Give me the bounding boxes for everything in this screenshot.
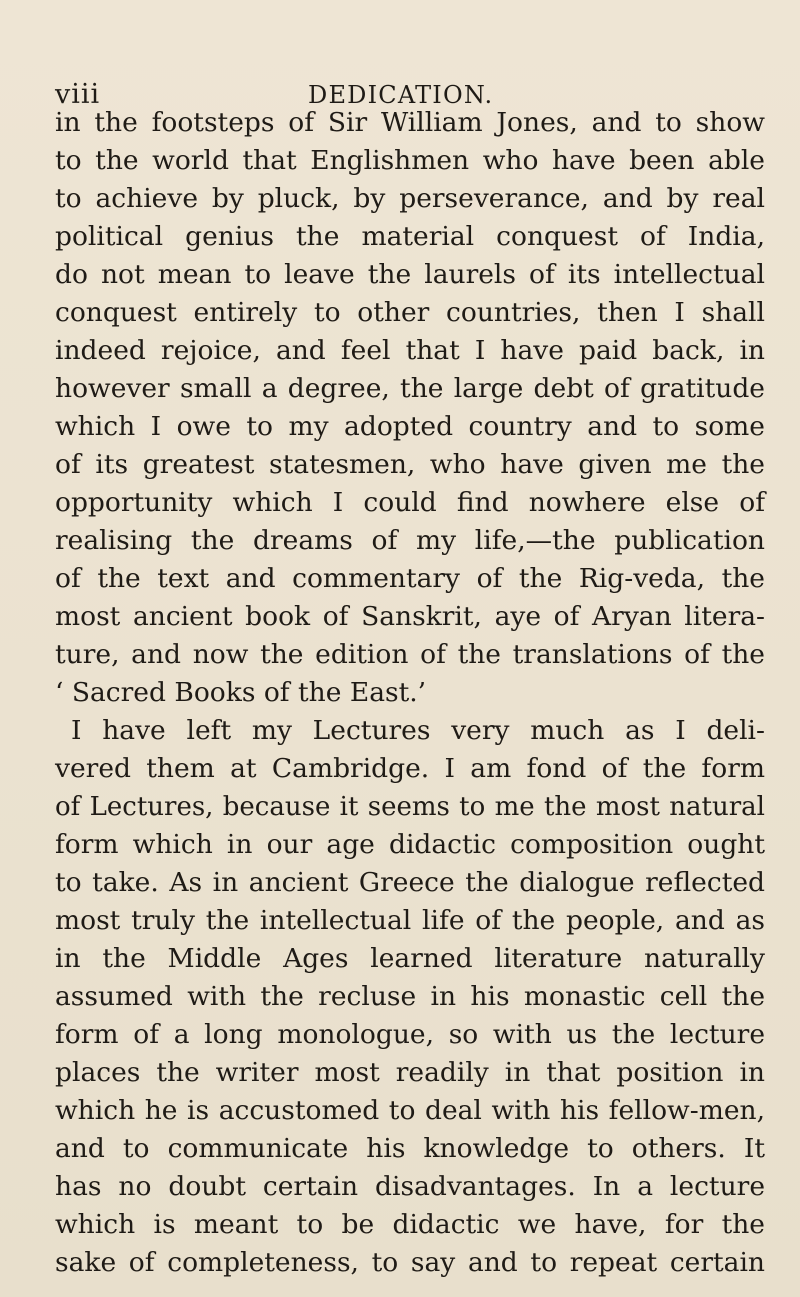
- text-line: which is meant to be didactic we have, for the: [55, 1209, 765, 1240]
- text-line: in the footsteps of Sir William Jones, and to show: [55, 107, 765, 138]
- text-line: and to communicate his knowledge to others. It: [55, 1133, 765, 1164]
- text-line: ture, and now the edition of the translations of the: [55, 639, 765, 670]
- text-line: political genius the material conquest of India,: [55, 221, 765, 252]
- text-line: sake of completeness, to say and to repeat certain: [55, 1247, 765, 1278]
- text-line: assumed with the recluse in his monastic cell the: [55, 981, 765, 1012]
- text-line: has no doubt certain disadvantages. In a lecture: [55, 1171, 765, 1202]
- body-text: [55, 104, 765, 1282]
- text-line: indeed rejoice, and feel that I have paid back, in: [55, 335, 765, 366]
- text-line: form of a long monologue, so with us the lecture: [55, 1019, 765, 1050]
- text-line: which I owe to my adopted country and to some: [55, 411, 765, 442]
- text-line: form which in our age didactic composition ought: [55, 829, 765, 860]
- text-line: conquest entirely to other countries, then I shall: [55, 297, 765, 328]
- text-line: realising the dreams of my life,—the publication: [55, 525, 765, 556]
- text-line: in the Middle Ages learned literature naturally: [55, 943, 765, 974]
- text-line: opportunity which I could find nowhere else of: [55, 487, 765, 518]
- text-line: do not mean to leave the laurels of its intellectual: [55, 259, 765, 290]
- page-title: DEDICATION.: [308, 81, 494, 109]
- page-number: viii: [55, 79, 101, 110]
- text-line: most ancient book of Sanskrit, aye of Aryan litera-: [55, 601, 765, 632]
- text-line: of its greatest statesmen, who have given me the: [55, 449, 765, 480]
- text-line: of the text and commentary of the Rig-veda, the: [55, 563, 765, 594]
- text-line: ‘ Sacred Books of the East.’: [55, 677, 427, 708]
- text-line: I have left my Lectures very much as I deli-: [71, 715, 765, 746]
- text-line: to achieve by pluck, by perseverance, and by real: [55, 183, 765, 214]
- text-line: most truly the intellectual life of the people, and as: [55, 905, 765, 936]
- text-line: of Lectures, because it seems to me the most natural: [55, 792, 765, 822]
- text-line: places the writer most readily in that position in: [55, 1057, 765, 1088]
- text-line: however small a degree, the large debt of gratitude: [55, 373, 765, 404]
- text-line: to take. As in ancient Greece the dialogue reflected: [55, 867, 765, 898]
- text-line: vered them at Cambridge. I am fond of the form: [55, 753, 765, 784]
- text-line: which he is accustomed to deal with his fellow-men,: [55, 1095, 765, 1126]
- text-line: to the world that Englishmen who have been able: [55, 145, 765, 176]
